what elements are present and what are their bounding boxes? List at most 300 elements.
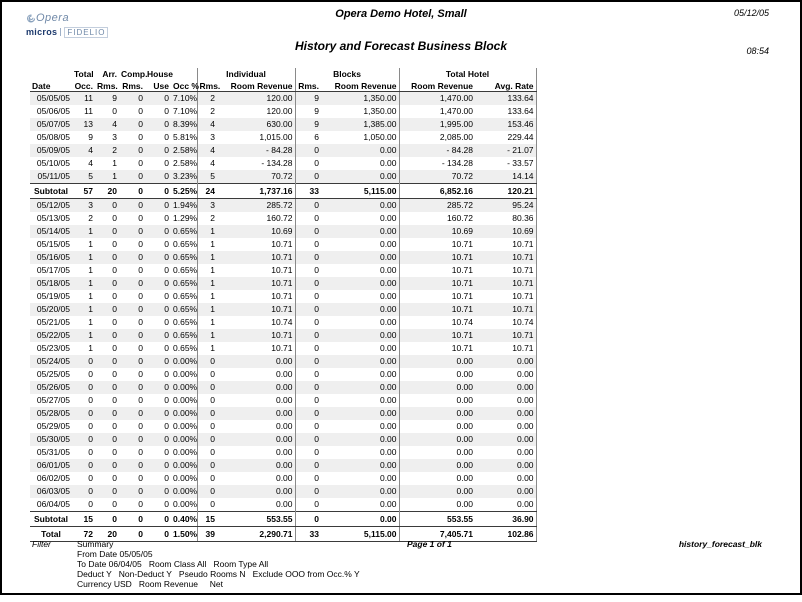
cell-avg-rate: 10.69	[475, 225, 536, 238]
cell-comp-rms: 0	[119, 329, 145, 342]
cell-occ-pct: 0.00%	[173, 485, 198, 496]
cell-hotel-revenue: 0.00	[399, 446, 475, 459]
cell-blk-rms: 0	[295, 157, 321, 170]
cell-blk-rms: 0	[295, 251, 321, 264]
cell-avg-rate: 0.00	[475, 381, 536, 394]
cell-arr-rms: 0	[95, 381, 119, 394]
cell-blk-revenue: 1,050.00	[363, 131, 397, 142]
cell-blk-rms: 33	[295, 183, 321, 198]
table-row	[30, 433, 536, 446]
cell-total-occ: 5	[72, 170, 95, 184]
cell-arr-rms: 0	[95, 303, 119, 316]
cell-avg-rate: 10.71	[475, 277, 536, 290]
cell-hotel-revenue: 10.71	[399, 342, 475, 355]
cell-ind-rms: 3	[197, 131, 217, 144]
cell-blk-rms: 0	[295, 498, 321, 512]
cell-avg-rate: 10.71	[512, 342, 534, 353]
cell-blk-revenue: 0.00	[321, 251, 399, 264]
table-row	[30, 238, 536, 251]
filter-label: Filter	[32, 539, 51, 549]
cell-house-use: 0	[145, 407, 171, 420]
cell-total-occ: 0	[72, 381, 95, 394]
cell-house-use: 0	[164, 316, 169, 327]
report-title: History and Forecast Business Block	[294, 39, 508, 53]
cell-arr-rms: 0	[95, 198, 119, 212]
table-row	[30, 394, 536, 407]
cell-comp-rms: 0	[119, 407, 145, 420]
cell-ind-rms: 0	[197, 472, 217, 485]
cell-total-occ: 4	[88, 157, 93, 168]
cell-ind-rms: 2	[197, 91, 217, 105]
cell-avg-rate: 0.00	[475, 433, 536, 446]
table-row	[30, 170, 536, 184]
cell-avg-rate: 0.00	[516, 472, 534, 483]
cell-avg-rate: 0.00	[516, 420, 534, 431]
cell-occ-pct: 0.00%	[173, 355, 198, 366]
filter-line-summary: Summary	[77, 539, 114, 549]
cell-hotel-revenue: 10.71	[399, 238, 475, 251]
cell-avg-rate: 0.00	[516, 498, 534, 509]
table-body	[30, 91, 536, 541]
cell-blk-rms: 33	[295, 526, 321, 541]
cell-ind-revenue: 0.00	[275, 446, 293, 457]
col-header-occ: Occ.	[72, 79, 95, 91]
cell-ind-rms: 2	[197, 212, 217, 225]
subtotal-row	[30, 511, 536, 526]
cell-house-use: 0	[145, 225, 171, 238]
cell-house-use: 0	[145, 251, 171, 264]
cell-total-occ: 1	[72, 251, 95, 264]
cell-ind-revenue: - 134.28	[261, 157, 293, 168]
cell-blk-rms: 9	[295, 118, 321, 131]
cell-house-use: 0	[145, 433, 171, 446]
table-row	[30, 342, 536, 355]
cell-blk-rms: 0	[295, 485, 321, 498]
cell-comp-rms: 0	[138, 264, 143, 275]
header-spacer	[171, 68, 197, 79]
cell-blk-rms: 0	[295, 198, 321, 212]
report-id: history_forecast_blk	[678, 539, 762, 549]
group-header-total-hotel: Total Hotel	[399, 68, 536, 79]
cell-house-use: 0	[145, 183, 171, 198]
cell-date: 05/23/05	[36, 342, 70, 353]
cell-total-occ: 4	[72, 144, 95, 157]
cell-house-use: 0	[145, 381, 171, 394]
cell-blk-rms: 0	[295, 511, 321, 526]
col-header-comp: Comp.	[121, 69, 148, 79]
cell-comp-rms: 0	[119, 91, 145, 105]
cell-total-occ: 2	[88, 212, 93, 223]
cell-house-use: 0	[145, 459, 171, 472]
cell-ind-rms: 15	[197, 511, 217, 526]
subtotal-row	[30, 183, 536, 198]
cell-house-use: 0	[145, 118, 171, 131]
cell-ind-rms: 3	[197, 198, 217, 212]
cell-blk-revenue: 0.00	[321, 329, 399, 342]
cell-blk-revenue: 0.00	[321, 511, 399, 526]
micros-fidelio-logo	[26, 25, 108, 38]
cell-house-use: 0	[164, 498, 169, 509]
cell-blk-revenue: 0.00	[321, 144, 399, 157]
col-header-blocks-rms: Rms.	[295, 79, 321, 91]
cell-ind-revenue: 0.00	[217, 355, 295, 368]
cell-blk-rms: 0	[295, 264, 321, 277]
cell-date: 05/05/05	[30, 91, 72, 105]
cell-ind-revenue: 70.72	[217, 170, 295, 184]
cell-house-use: 0	[164, 290, 169, 301]
cell-occ-pct: 0.65%	[173, 342, 198, 353]
cell-total-occ: 3	[72, 198, 95, 212]
cell-house-use: 0	[145, 144, 171, 157]
cell-house-use: 0	[145, 198, 171, 212]
cell-avg-rate: 0.00	[516, 368, 534, 379]
cell-blk-rms: 6	[295, 131, 321, 144]
cell-ind-revenue: 120.00	[266, 105, 293, 116]
cell-blk-rms: 0	[295, 303, 321, 316]
cell-blk-rms: 0	[295, 144, 321, 157]
cell-comp-rms: 0	[119, 198, 145, 212]
cell-occ-pct: 0.65%	[173, 251, 198, 262]
cell-occ-pct: 7.10%	[173, 105, 198, 116]
cell-arr-rms: 0	[112, 290, 117, 301]
table-row	[30, 329, 536, 342]
cell-date: 05/26/05	[30, 381, 72, 394]
cell-ind-revenue: 0.00	[217, 381, 295, 394]
cell-total-occ: 1	[88, 290, 93, 301]
cell-blk-revenue: 5,115.00	[321, 183, 399, 198]
cell-occ-pct: 0.00%	[173, 407, 198, 418]
cell-avg-rate: 14.14	[475, 170, 536, 184]
cell-blk-rms: 9	[295, 105, 321, 118]
cell-arr-rms: 0	[95, 407, 119, 420]
cell-ind-rms: 0	[197, 485, 217, 498]
cell-total-occ: 11	[84, 105, 93, 116]
cell-hotel-revenue: 0.00	[399, 420, 475, 433]
cell-date: Total	[30, 526, 72, 541]
cell-house-use: 0	[145, 170, 171, 184]
cell-occ-pct: 7.10%	[173, 92, 198, 103]
table-row	[30, 407, 536, 420]
cell-hotel-revenue: 0.00	[399, 355, 475, 368]
cell-ind-revenue: 10.71	[271, 238, 293, 249]
cell-occ-pct: 5.25%	[171, 183, 197, 198]
cell-comp-rms: 0	[138, 238, 143, 249]
cell-ind-revenue: 10.71	[271, 264, 293, 275]
cell-avg-rate: 102.86	[475, 526, 536, 541]
cell-ind-rms: 0	[197, 394, 217, 407]
cell-comp-rms: 0	[119, 303, 145, 316]
header-row-groups	[30, 68, 536, 79]
cell-arr-rms: 0	[95, 459, 119, 472]
fidelio-logo-text: FIDELIO	[64, 27, 108, 38]
opera-logo-text: Opera	[36, 12, 70, 24]
cell-ind-rms: 0	[197, 433, 217, 446]
cell-blk-rms: 0	[295, 446, 321, 459]
report-time: 08:54	[746, 46, 769, 56]
cell-occ-pct: 0.65%	[173, 303, 198, 314]
table-row	[30, 277, 536, 290]
cell-date: 05/10/05	[36, 157, 70, 168]
cell-arr-rms: 0	[112, 212, 117, 223]
cell-total-occ: 0	[88, 368, 93, 379]
cell-date: 06/04/05	[36, 498, 70, 509]
cell-ind-rms: 1	[197, 290, 217, 303]
cell-occ-pct: 8.39%	[173, 118, 198, 129]
cell-ind-revenue: 10.71	[217, 277, 295, 290]
cell-hotel-revenue: 10.71	[399, 329, 475, 342]
cell-ind-revenue: 0.00	[275, 420, 293, 431]
cell-date: 05/29/05	[36, 420, 70, 431]
cell-ind-revenue: 10.71	[217, 303, 295, 316]
cell-occ-pct: 0.00%	[173, 420, 198, 431]
cell-occ-pct: 3.23%	[171, 170, 197, 184]
hotel-name: Opera Demo Hotel, Small	[335, 8, 467, 20]
cell-ind-rms: 1	[197, 342, 217, 355]
cell-total-occ: 0	[88, 472, 93, 483]
cell-date: 05/17/05	[36, 264, 70, 275]
cell-avg-rate: 0.00	[475, 485, 536, 498]
cell-date: 06/02/05	[36, 472, 70, 483]
cell-blk-rms: 0	[295, 459, 321, 472]
cell-occ-pct: 0.65%	[173, 238, 198, 249]
cell-comp-rms: 0	[138, 342, 143, 353]
cell-avg-rate: 95.24	[475, 198, 536, 212]
table-row	[30, 290, 536, 303]
report-date: 05/12/05	[733, 8, 769, 18]
cell-avg-rate: 133.64	[507, 105, 534, 116]
cell-blk-revenue: 1,350.00	[321, 91, 399, 105]
cell-ind-revenue: - 84.28	[217, 144, 295, 157]
cell-total-occ: 13	[72, 118, 95, 131]
cell-hotel-revenue: 0.00	[399, 407, 475, 420]
cell-ind-rms: 4	[197, 118, 217, 131]
cell-arr-rms: 0	[95, 329, 119, 342]
cell-comp-rms: 0	[119, 459, 145, 472]
cell-avg-rate: 0.00	[475, 459, 536, 472]
cell-arr-rms: 0	[112, 105, 117, 116]
cell-ind-revenue: 160.72	[266, 212, 293, 223]
cell-comp-rms: 0	[119, 526, 145, 541]
cell-blk-rms: 0	[295, 238, 321, 251]
cell-ind-revenue: 1,737.16	[217, 183, 295, 198]
table-row	[30, 131, 536, 144]
cell-ind-revenue: 0.00	[275, 368, 293, 379]
cell-total-occ: 1	[72, 225, 95, 238]
table-row	[30, 368, 536, 381]
cell-blk-revenue: 0.00	[321, 433, 399, 446]
cell-date: 05/16/05	[30, 251, 72, 264]
cell-comp-rms: 0	[138, 420, 143, 431]
cell-blk-revenue: 0.00	[379, 394, 397, 405]
cell-ind-rms: 1	[197, 225, 217, 238]
cell-blk-rms: 0	[295, 342, 321, 355]
cell-comp-rms: 0	[119, 144, 145, 157]
cell-date: 05/22/05	[30, 329, 72, 342]
cell-avg-rate: 153.46	[475, 118, 536, 131]
filter-line-to-date: To Date 06/04/05 Room Class All Room Type All	[77, 559, 269, 569]
cell-hotel-revenue: 10.74	[399, 316, 475, 329]
col-header-occ-pct: Occ %	[173, 80, 199, 91]
table-row	[30, 472, 536, 485]
col-header-date: Date	[30, 79, 72, 91]
cell-ind-revenue: 2,290.71	[217, 526, 295, 541]
cell-comp-rms: 0	[119, 511, 145, 526]
cell-avg-rate: 10.71	[475, 329, 536, 342]
group-header-blocks: Blocks	[295, 68, 399, 79]
cell-date: 05/25/05	[36, 368, 70, 379]
cell-comp-rms: 0	[138, 316, 143, 327]
cell-house-use: 0	[145, 511, 171, 526]
col-header-total: Total	[74, 69, 94, 79]
table-row	[30, 420, 536, 433]
table-row	[30, 264, 536, 277]
cell-arr-rms: 1	[112, 157, 117, 168]
col-header-individual-revenue: Room Revenue	[217, 79, 295, 91]
cell-total-occ: 0	[88, 420, 93, 431]
cell-comp-rms: 0	[119, 485, 145, 498]
cell-avg-rate: 0.00	[516, 394, 534, 405]
cell-ind-rms: 1	[197, 303, 217, 316]
cell-arr-rms: 20	[95, 183, 119, 198]
cell-total-occ: 1	[88, 342, 93, 353]
cell-total-occ: 0	[88, 394, 93, 405]
cell-house-use: 0	[164, 238, 169, 249]
cell-blk-revenue: 0.00	[321, 381, 399, 394]
cell-total-occ: 1	[88, 264, 93, 275]
cell-ind-revenue: 10.71	[217, 251, 295, 264]
cell-occ-pct: 0.65%	[173, 290, 198, 301]
cell-blk-revenue: 0.00	[321, 277, 399, 290]
cell-ind-rms: 24	[197, 183, 217, 198]
cell-occ-pct: 0.00%	[173, 472, 198, 483]
cell-ind-revenue: 630.00	[217, 118, 295, 131]
cell-arr-rms: 0	[95, 433, 119, 446]
cell-ind-rms: 0	[197, 498, 217, 512]
cell-house-use: 0	[145, 303, 171, 316]
cell-house-use: 0	[164, 131, 169, 142]
cell-blk-revenue: 0.00	[379, 342, 397, 353]
cell-comp-rms: 0	[138, 498, 143, 509]
cell-avg-rate: 10.71	[475, 303, 536, 316]
col-header-house-use: Use	[145, 79, 171, 91]
table-row	[30, 157, 536, 170]
cell-house-use: 0	[145, 526, 171, 541]
cell-arr-rms: 0	[95, 225, 119, 238]
cell-occ-pct: 0.00%	[173, 368, 198, 379]
cell-avg-rate: 10.71	[512, 264, 534, 275]
cell-date: 05/20/05	[30, 303, 72, 316]
cell-comp-rms: 0	[119, 433, 145, 446]
cell-blk-revenue: 5,115.00	[321, 526, 399, 541]
cell-occ-pct: 2.58%	[173, 157, 198, 168]
cell-hotel-revenue: 0.00	[399, 472, 475, 485]
cell-comp-rms: 0	[138, 131, 143, 142]
cell-total-occ: 57	[72, 183, 95, 198]
cell-total-occ: 0	[72, 407, 95, 420]
cell-comp-rms: 0	[138, 394, 143, 405]
cell-hotel-revenue: 0.00	[399, 485, 475, 498]
cell-date: 05/24/05	[30, 355, 72, 368]
cell-ind-rms: 1	[197, 264, 217, 277]
cell-occ-pct: 0.00%	[173, 459, 198, 470]
table-row	[30, 251, 536, 264]
cell-ind-rms: 0	[197, 407, 217, 420]
table-row	[30, 498, 536, 512]
cell-comp-rms: 0	[119, 381, 145, 394]
cell-ind-rms: 0	[197, 446, 217, 459]
cell-ind-revenue: 10.69	[217, 225, 295, 238]
cell-hotel-revenue: - 134.28	[399, 157, 475, 170]
cell-ind-rms: 5	[197, 170, 217, 184]
cell-hotel-revenue: 10.71	[399, 290, 475, 303]
table-header	[30, 68, 536, 91]
table-row	[30, 316, 536, 329]
cell-blk-rms: 0	[295, 212, 321, 225]
cell-total-occ: 9	[88, 131, 93, 142]
cell-blk-rms: 0	[295, 290, 321, 303]
cell-total-occ: 1	[72, 303, 95, 316]
col-header-arr: Arr.	[102, 69, 117, 79]
cell-blk-revenue: 0.00	[321, 459, 399, 472]
cell-occ-pct: 0.65%	[173, 277, 198, 288]
cell-date: 05/18/05	[30, 277, 72, 290]
cell-hotel-revenue: 0.00	[399, 381, 475, 394]
cell-comp-rms: 0	[119, 277, 145, 290]
cell-hotel-revenue: 1,995.00	[399, 118, 475, 131]
cell-arr-rms: 0	[112, 238, 117, 249]
cell-blk-revenue: 0.00	[379, 420, 397, 431]
table-row	[30, 381, 536, 394]
filter-line-deduct: Deduct Y Non-Deduct Y Pseudo Rooms N Exclude OOO from Occ.% Y	[77, 569, 360, 579]
cell-house-use: 0	[145, 355, 171, 368]
cell-blk-revenue: 0.00	[379, 316, 397, 327]
cell-hotel-revenue: 285.72	[399, 198, 475, 212]
cell-ind-revenue: 285.72	[217, 198, 295, 212]
cell-total-occ: 0	[72, 459, 95, 472]
cell-hotel-revenue: 10.71	[399, 264, 475, 277]
cell-date: 05/31/05	[36, 446, 70, 457]
cell-avg-rate: - 21.07	[475, 144, 536, 157]
cell-blk-rms: 0	[295, 433, 321, 446]
cell-ind-revenue: 0.00	[217, 433, 295, 446]
cell-hotel-revenue: 0.00	[399, 433, 475, 446]
cell-blk-rms: 0	[295, 316, 321, 329]
cell-house-use: 0	[164, 212, 169, 223]
cell-house-use: 0	[145, 277, 171, 290]
table-row	[30, 198, 536, 212]
cell-ind-rms: 0	[197, 381, 217, 394]
cell-blk-revenue: 0.00	[321, 170, 399, 184]
cell-total-occ: 0	[88, 498, 93, 509]
cell-arr-rms: 0	[112, 342, 117, 353]
cell-arr-rms: 0	[112, 498, 117, 509]
cell-blk-revenue: 1,350.00	[363, 105, 397, 116]
cell-date: 05/07/05	[30, 118, 72, 131]
cell-ind-revenue: 0.00	[217, 459, 295, 472]
cell-blk-revenue: 0.00	[321, 198, 399, 212]
logo-divider	[60, 28, 61, 36]
cell-date: 05/30/05	[30, 433, 72, 446]
table-row	[30, 355, 536, 368]
cell-ind-rms: 4	[197, 157, 217, 170]
cell-house-use: 0	[164, 394, 169, 405]
report-table	[30, 68, 537, 542]
cell-avg-rate: 0.00	[475, 355, 536, 368]
cell-house-use: 0	[145, 485, 171, 498]
cell-hotel-revenue: 553.55	[399, 511, 475, 526]
cell-blk-revenue: 0.00	[321, 303, 399, 316]
cell-arr-rms: 0	[112, 394, 117, 405]
